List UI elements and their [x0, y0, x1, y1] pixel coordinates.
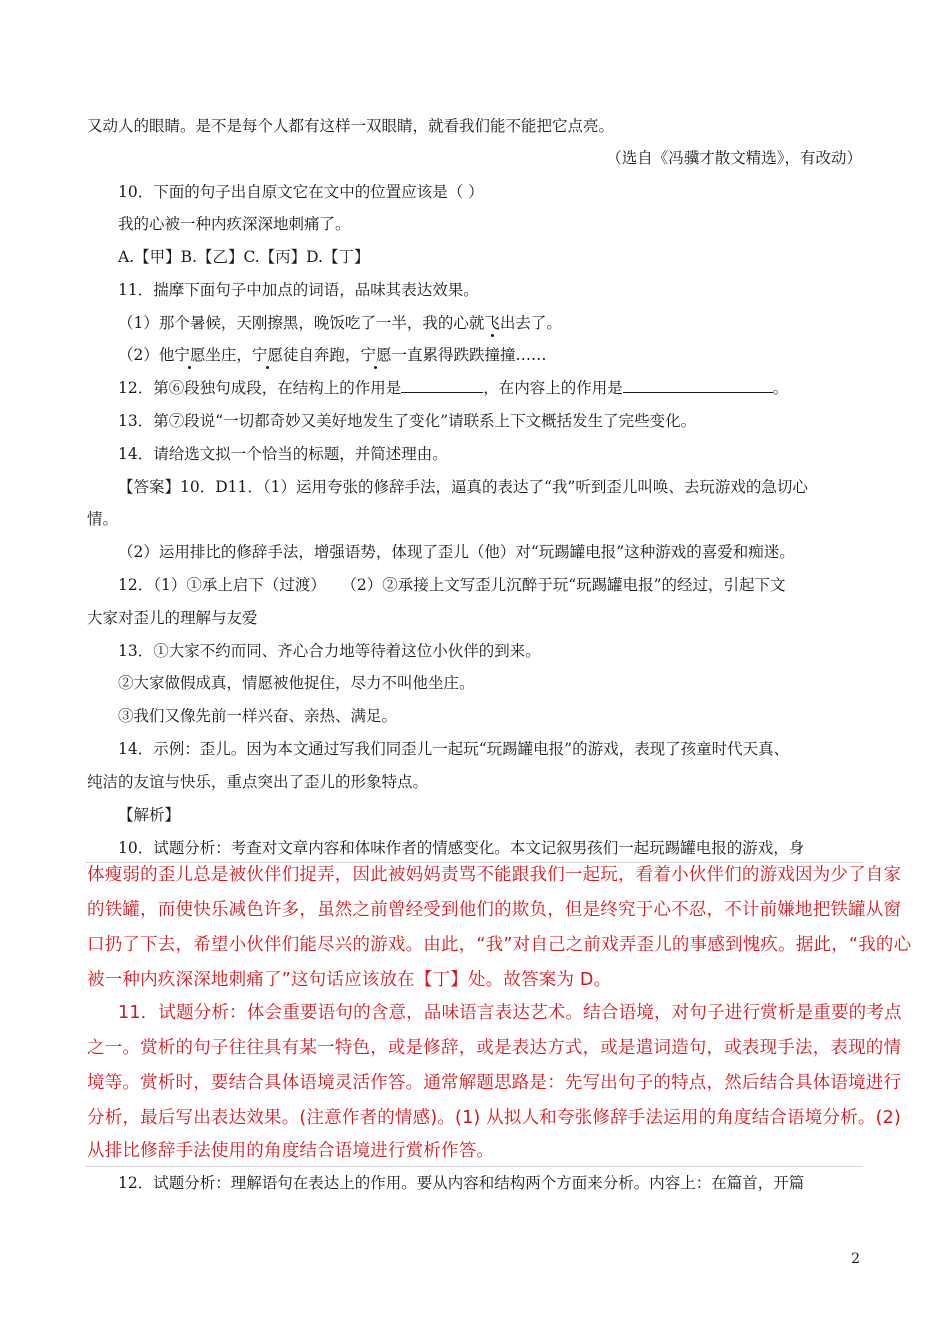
analysis-red-line: 境等。赏析时，要结合具体语境灵活作答。通常解题思路是：先写出句子的特点，然后结合具体语境进行 [87, 1073, 902, 1093]
answer-line-6: ③我们又像先前一样兴奋、亲热、满足。 [118, 707, 398, 725]
sentence-text: 一直累得跌跌撞撞…… [391, 346, 547, 364]
analysis-red-line: 被一种内疚深深地刺痛了”这句话应该放在【丁】处。故答案为 D。 [87, 970, 612, 990]
analysis-red-line: 口扔了下去，希望小伙伴们能尽兴的游戏。由此，“我”对自己之前戏弄歪儿的事感到愧疚。据此，“我的心 [87, 935, 912, 955]
dotted-word: 飞 [484, 314, 500, 332]
analysis-label: 【解析】 [118, 806, 181, 824]
answer-line-1: 【答案】10．D11．（1）运用夸张的修辞手法，逼真的表达了“我”听到歪儿叫唤、去玩游戏的急切心 [118, 478, 808, 496]
question-10-options: A.【甲】B.【乙】C.【丙】D.【丁】 [118, 248, 370, 266]
question-12 [118, 377, 788, 399]
question-11-sentence-1 [118, 312, 562, 334]
question-11-sentence-2 [118, 344, 546, 366]
sentence-text: 徒自奔跑， [282, 346, 361, 364]
analysis-red-line: 体瘦弱的歪儿总是被伙伴们捉弄，因此被妈妈责骂不能跟我们一起玩，看着小伙伴们的游戏因为少了自家 [87, 865, 902, 885]
question-text: ，在内容上的作用是 [483, 379, 623, 397]
sentence-text: （1）那个暑候，天刚擦黑，晚饭吃了一半，我的心就 [118, 314, 485, 332]
answer-line-4: 13．①大家不约而同、齐心合力地等待着这位小伙伴的到来。 [118, 642, 541, 660]
answer-blank [401, 377, 483, 393]
analysis-red-line: 11．试题分析：体会重要语句的含意，品味语言表达艺术。结合语境，对句子进行赏析是重要的考点 [118, 1003, 902, 1023]
analysis-10-intro: 10．试题分析：考查对文章内容和体味作者的情感变化。本文记叙男孩们一起玩踢罐电报的游戏，身 [118, 839, 805, 857]
page-number: 2 [851, 1251, 860, 1267]
question-10-sentence: 我的心被一种内疚深深地刺痛了。 [118, 215, 351, 233]
analysis-12-intro: 12．试题分析：理解语句在表达上的作用。要从内容和结构两个方面来分析。内容上：在篇首，开篇 [118, 1174, 805, 1192]
answer-line-2: （2）运用排比的修辞手法，增强语势，体现了歪儿（他）对“玩踢罐电报”这种游戏的喜爱和痴迷。 [118, 543, 795, 561]
question-10-stem: 10．下面的句子出自原文它在文中的位置应该是（ ） [118, 183, 484, 201]
dotted-word: 宁愿 [360, 346, 392, 364]
question-11-stem: 11．揣摩下面句子中加点的词语，品味其表达效果。 [118, 281, 479, 299]
passage-ending: 又动人的眼睛。是不是每个人都有这样一双眼睛，就看我们能不能把它点亮。 [87, 117, 615, 135]
sentence-text: （2）他 [118, 346, 175, 364]
dotted-word: 宁愿 [251, 346, 283, 364]
question-text: 12．第⑥段独句成段，在结构上的作用是 [118, 379, 402, 397]
analysis-red-line: 的铁罐，而使快乐减色许多，虽然之前曾经受到他们的欺负，但是终究于心不忍，不计前嫌地把铁罐从窗 [87, 900, 902, 920]
answer-line-5: ②大家做假成真，情愿被他捉住，尽力不叫他坐庄。 [118, 674, 475, 692]
answer-line-1-cont: 情。 [87, 510, 119, 528]
source-citation: （选自《冯骥才散文精选》，有改动） [606, 149, 862, 167]
dotted-word: 宁愿 [174, 346, 206, 364]
question-text: 。 [772, 379, 789, 397]
answer-line-3: 12．（1）①承上启下（过渡） （2）②承接上文写歪儿沉醉于玩“玩踢罐电报”的经过，引起下文 [118, 576, 786, 594]
answer-line-7-cont: 纯洁的友谊与快乐，重点突出了歪儿的形象特点。 [87, 773, 429, 791]
answer-blank [623, 377, 773, 393]
answer-line-7: 14．示例：歪儿。因为本文通过写我们同歪儿一起玩“玩踢罐电报”的游戏，表现了孩童时代天真、 [118, 740, 790, 758]
analysis-red-line: 从排比修辞手法使用的角度结合语境进行赏析作答。 [87, 1141, 495, 1161]
question-13: 13．第⑦段说“一切都奇妙又美好地发生了变化”请联系上下文概括发生了完些变化。 [118, 412, 697, 430]
analysis-red-line: 之一。赏析的句子往往具有某一特色，或是修辞，或是表达方式，或是遣词造句，或表现手法，表现的情 [87, 1038, 902, 1058]
sentence-text: 坐庄， [205, 346, 252, 364]
sentence-text: 出去了。 [499, 314, 562, 332]
answer-line-3-cont: 大家对歪儿的理解与友爱 [87, 609, 258, 627]
box-bottom-rule [85, 1166, 863, 1167]
question-14: 14．请给选文拟一个恰当的标题，并简述理由。 [118, 445, 448, 463]
analysis-red-line: 分析，最后写出表达效果。(注意作者的情感)。(1) 从拟人和夸张修辞手法运用的角度结合语境分析。(2) [87, 1108, 901, 1128]
